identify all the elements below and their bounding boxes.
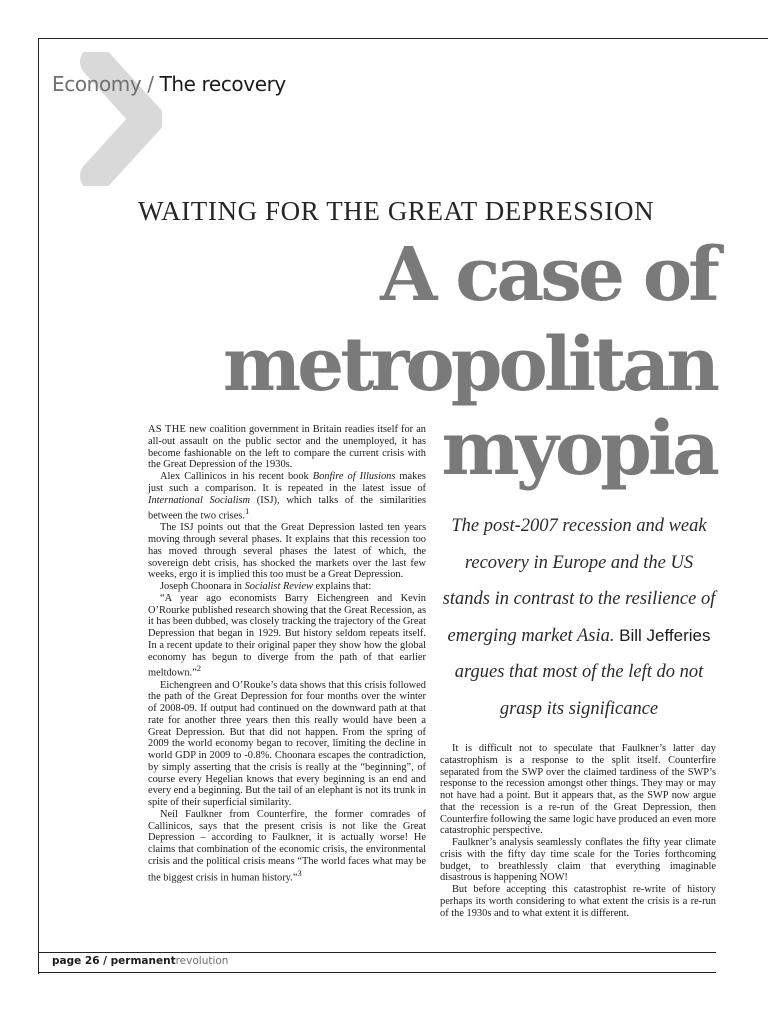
article-paragraph: It is difficult not to speculate that Faulkner’s latter day catastrophism is a response to the split itself. Counterfire separated from the SWP over the claimed tardiness of the SWP’s response to the recession amongst other things. They may or may not have had a point. But it appears that, as the SWP now argue that the recession is a re-run of the Great Depression, then Counterfire following the same logic have produced an even more catastrophic perspective. [440, 743, 716, 837]
footer-rule-top [38, 952, 716, 953]
article-paragraph: Joseph Choonara in Socialist Review explains that: [160, 581, 372, 593]
page-number: page 26 / [52, 955, 111, 967]
author-name: Bill Jefferies [619, 625, 711, 645]
footnote-ref: 1 [244, 506, 250, 517]
headline-line-3: myopia [441, 406, 716, 492]
standfirst-text: The post-2007 recession and weak recovery in Europe and the US stands in contrast to the resilience of emerging market Asia. [442, 516, 716, 646]
brand-bold: permanent [110, 955, 176, 967]
page-frame-top-rule [38, 38, 768, 39]
standfirst [440, 508, 718, 727]
page-frame-left-rule [38, 38, 39, 974]
journal-title: International Socialism [148, 494, 251, 506]
section-separator: / [141, 72, 160, 96]
lead-in: AS THE [148, 424, 187, 435]
section-subcategory: The recovery [159, 72, 286, 96]
journal-title: Socialist Review [244, 581, 313, 593]
section-label [52, 72, 286, 96]
footer-rule-bottom [38, 972, 716, 973]
article-column-2 [440, 743, 716, 919]
headline-line-1: A case of [380, 232, 716, 318]
article-paragraph: The ISJ points out that the Great Depression lasted ten years moving through several phases. It explains that this recession too has moved through several phases the latest of which, the sovereign debt crisis, has shocked the markets over the last few weeks, ergo it is implied this too must be a Great Depression. [148, 522, 426, 581]
book-title: Bonfire of Illusions [312, 471, 396, 482]
article-paragraph: But before accepting this catastrophist re-write of history perhaps its worth considering to what extent the crisis is a re-run of the 1930s and to what extent it is different. [440, 884, 716, 919]
article-paragraph: Eichengreen and O’Rouke’s data shows that this crisis followed the path of the Great Depression for four months over the winter of 2008-09. If output had continued on the downward path at that rate for another three years then this really would have been a Great Depression. But that did not happen. From the spring of 2009 the world economy began to recover, limiting the decline in world GDP in 2009 to -0.8%. Choonara escapes the contradiction, by simply asserting that the crisis is really at the “beginning”, of course every Hegelian knows that every beginning is an end and every end a beginning. But the tail of an elephant is not its trunk in spite of their superficial similarity. [148, 679, 426, 809]
footnote-ref: 2 [196, 663, 202, 674]
headline-line-2: metropolitan [222, 322, 716, 408]
footnote-ref: 3 [297, 867, 302, 878]
article-paragraph: AS THE new coalition government in Britain readies itself for an all-out assault on the public sector and the unemployed, it has become fashionable on the left to compare the current crisis with the Great Depression of the 1930s. [148, 424, 426, 471]
standfirst-text-2: argues that most of the left do not grasp its significance [454, 662, 704, 719]
page-footer [52, 955, 228, 967]
section-category: Economy [52, 72, 142, 96]
article-paragraph: “A year ago economists Barry Eichengreen and Kevin O’Rourke published research showing that the Great Recession, as it has been dubbed, was closely tracking the trajectory of the Great Depression that began in 1929. But history seldom repeats itself. In a recent update to their original paper they show how the global economy has begun to diverge from the path of that earlier meltdown.”$^2$ [148, 592, 426, 679]
article-paragraph: Neil Faulkner from Counterfire, the former comrades of Callinicos, says that the present crisis is not like the Great Depression – according to Faulkner, it is actually worse! He claims that combination of the economic crisis, the environmental crisis and the political crisis means “The world faces what may be the biggest crisis in human history.”$^3$ [148, 808, 426, 884]
brand-light: revolution [175, 955, 229, 967]
article-paragraph: Faulkner’s analysis seamlessly conflates the fifty year climate crisis with the fifty day time scale for the Tories forthcoming budget, to breathlessly claim that everything imaginable disastrous is happening NOW! [440, 837, 716, 884]
article-column-1 [148, 424, 426, 884]
article-paragraph: Alex Callinicos in his recent book Bonfire of Illusions makes just such a comparison. It is repeated in the latest issue of International Socialism (ISJ), which talks of the similarities between the two crises.$^1$ [148, 471, 426, 522]
article-kicker: WAITING FOR THE GREAT DEPRESSION [138, 196, 655, 226]
